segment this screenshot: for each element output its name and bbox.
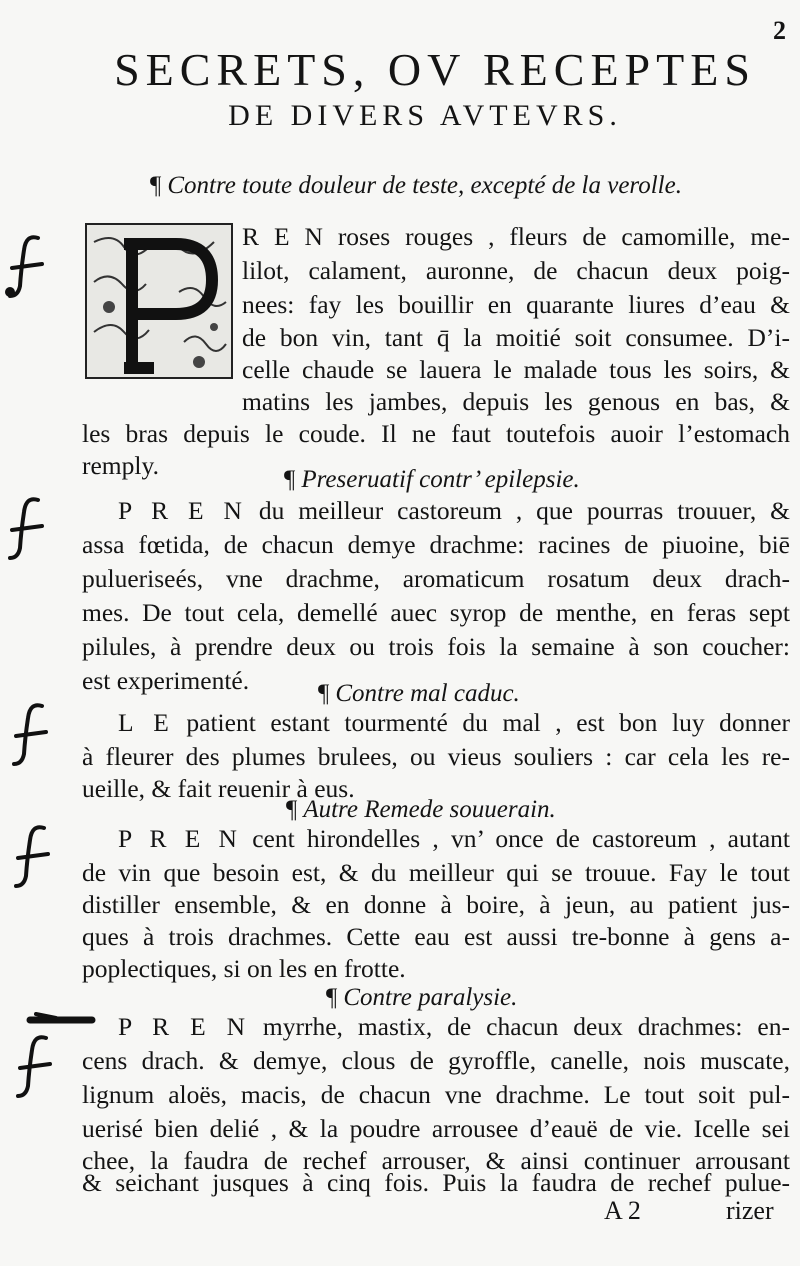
text-line: P R E N myrrhe, mastix, de chacun deux drachmes: en- [118,1012,790,1041]
text-line: celle chaude se lauera le malade tous les soirs, & [242,355,790,384]
margin-mark-icon [8,822,58,892]
text-line: chee, la faudra de rechef arrouser, & ainsi continuer arrousant [82,1146,790,1175]
text-line: P R E N du meilleur castoreum , que pourras trouuer, & [118,496,791,525]
text-line: distiller ensemble, & en donne à boire, à jeun, au patient jus- [82,890,790,919]
margin-mark-icon [10,1032,60,1102]
section-heading-text: Preseruatif contr’ epilepsie. [301,466,580,493]
pilcrow-icon: ¶ [286,796,298,823]
section-heading-text: Contre paralysie. [343,984,518,1011]
margin-mark-icon [6,700,56,770]
text-line: matins les jambes, depuis les genous en bas, & [242,387,790,416]
signature-mark: A 2 [604,1196,641,1225]
text-line: remply. [82,451,159,480]
text-line: uerisé bien delié , & la poudre arrousee d’eauë de vie. Icelle sei [82,1114,790,1143]
section-heading-text: Contre mal caduc. [335,680,520,707]
lead-word: P R E N [118,496,245,525]
text-line: de bon vin, tant q̄ la moitié soit consumee. D’i- [242,323,790,352]
text-line: pulueriseés, vne drachme, aromaticum rosatum deux drach- [82,564,790,593]
text-line: assa fœtida, de chacun demye drachme: racines de piuoine, biē [82,530,790,559]
text-line: R E N roses rouges , fleurs de camomille, me- [242,222,790,251]
text-line: est experimenté. [82,666,250,695]
section-heading [150,170,682,202]
page-title: SECRETS, OV RECEPTES [114,44,756,95]
lead-word: P R E N [118,824,240,853]
text-line: cens drach. & demye, clous de gyroffle, canelle, nois muscate, [82,1046,790,1075]
text-line: à fleurer des plumes brulees, ou vieus souliers : car cela les re- [82,742,790,771]
margin-mark-icon [2,232,52,302]
text-line: pilules, à prendre deux ou trois fois la semaine à son coucher: [82,632,790,661]
text-line: P R E N cent hirondelles , vn’ once de castoreum , autant [118,824,790,853]
section-heading-text: Contre toute douleur de teste, excepté de la verolle. [167,172,682,199]
text-line: mes. De tout cela, demellé auec syrop de menthe, en feras sept [82,598,790,627]
text-line: lignum aloës, macis, de chacun vne drachme. Le tout soit pul- [82,1080,790,1109]
catchword: rizer [726,1196,774,1225]
text-line: nees: fay les bouillir en quarante liures d’eau & [242,290,790,319]
margin-mark-icon [26,1008,96,1032]
lead-word: P R E N [118,1012,248,1041]
text-line: ueille, & fait reuenir à eus. [82,774,355,803]
text-line: poplectiques, si on les en frotte. [82,954,406,983]
page-subtitle: DE DIVERS AVTEVRS. [228,99,622,132]
section-heading-text: Autre Remede souuerain. [303,796,556,823]
text-line: L E patient estant tourmenté du mal , est bon luy donner [118,708,790,737]
pilcrow-icon: ¶ [326,984,338,1011]
pilcrow-icon: ¶ [284,466,296,493]
text-line: lilot, calament, auronne, de chacun deux poig- [242,256,790,285]
text-line: les bras depuis le coude. Il ne faut toutefois auoir l’estomach [82,419,790,448]
text-line: ques à trois drachmes. Cette eau est aussi tre-bonne à gens a- [82,922,790,951]
pilcrow-icon: ¶ [150,172,162,199]
text-line: & seichant jusques à cinq fois. Puis la faudra de rechef pulue- [82,1168,790,1197]
lead-word: L E [118,708,172,737]
text-line: de vin que besoin est, & du meilleur qui se trouue. Fay le tout [82,858,790,887]
section-heading [284,464,580,496]
decorated-initial-p-icon [84,222,234,380]
pilcrow-icon: ¶ [318,680,330,707]
page-number: 2 [773,16,786,45]
margin-mark-icon [2,494,52,564]
